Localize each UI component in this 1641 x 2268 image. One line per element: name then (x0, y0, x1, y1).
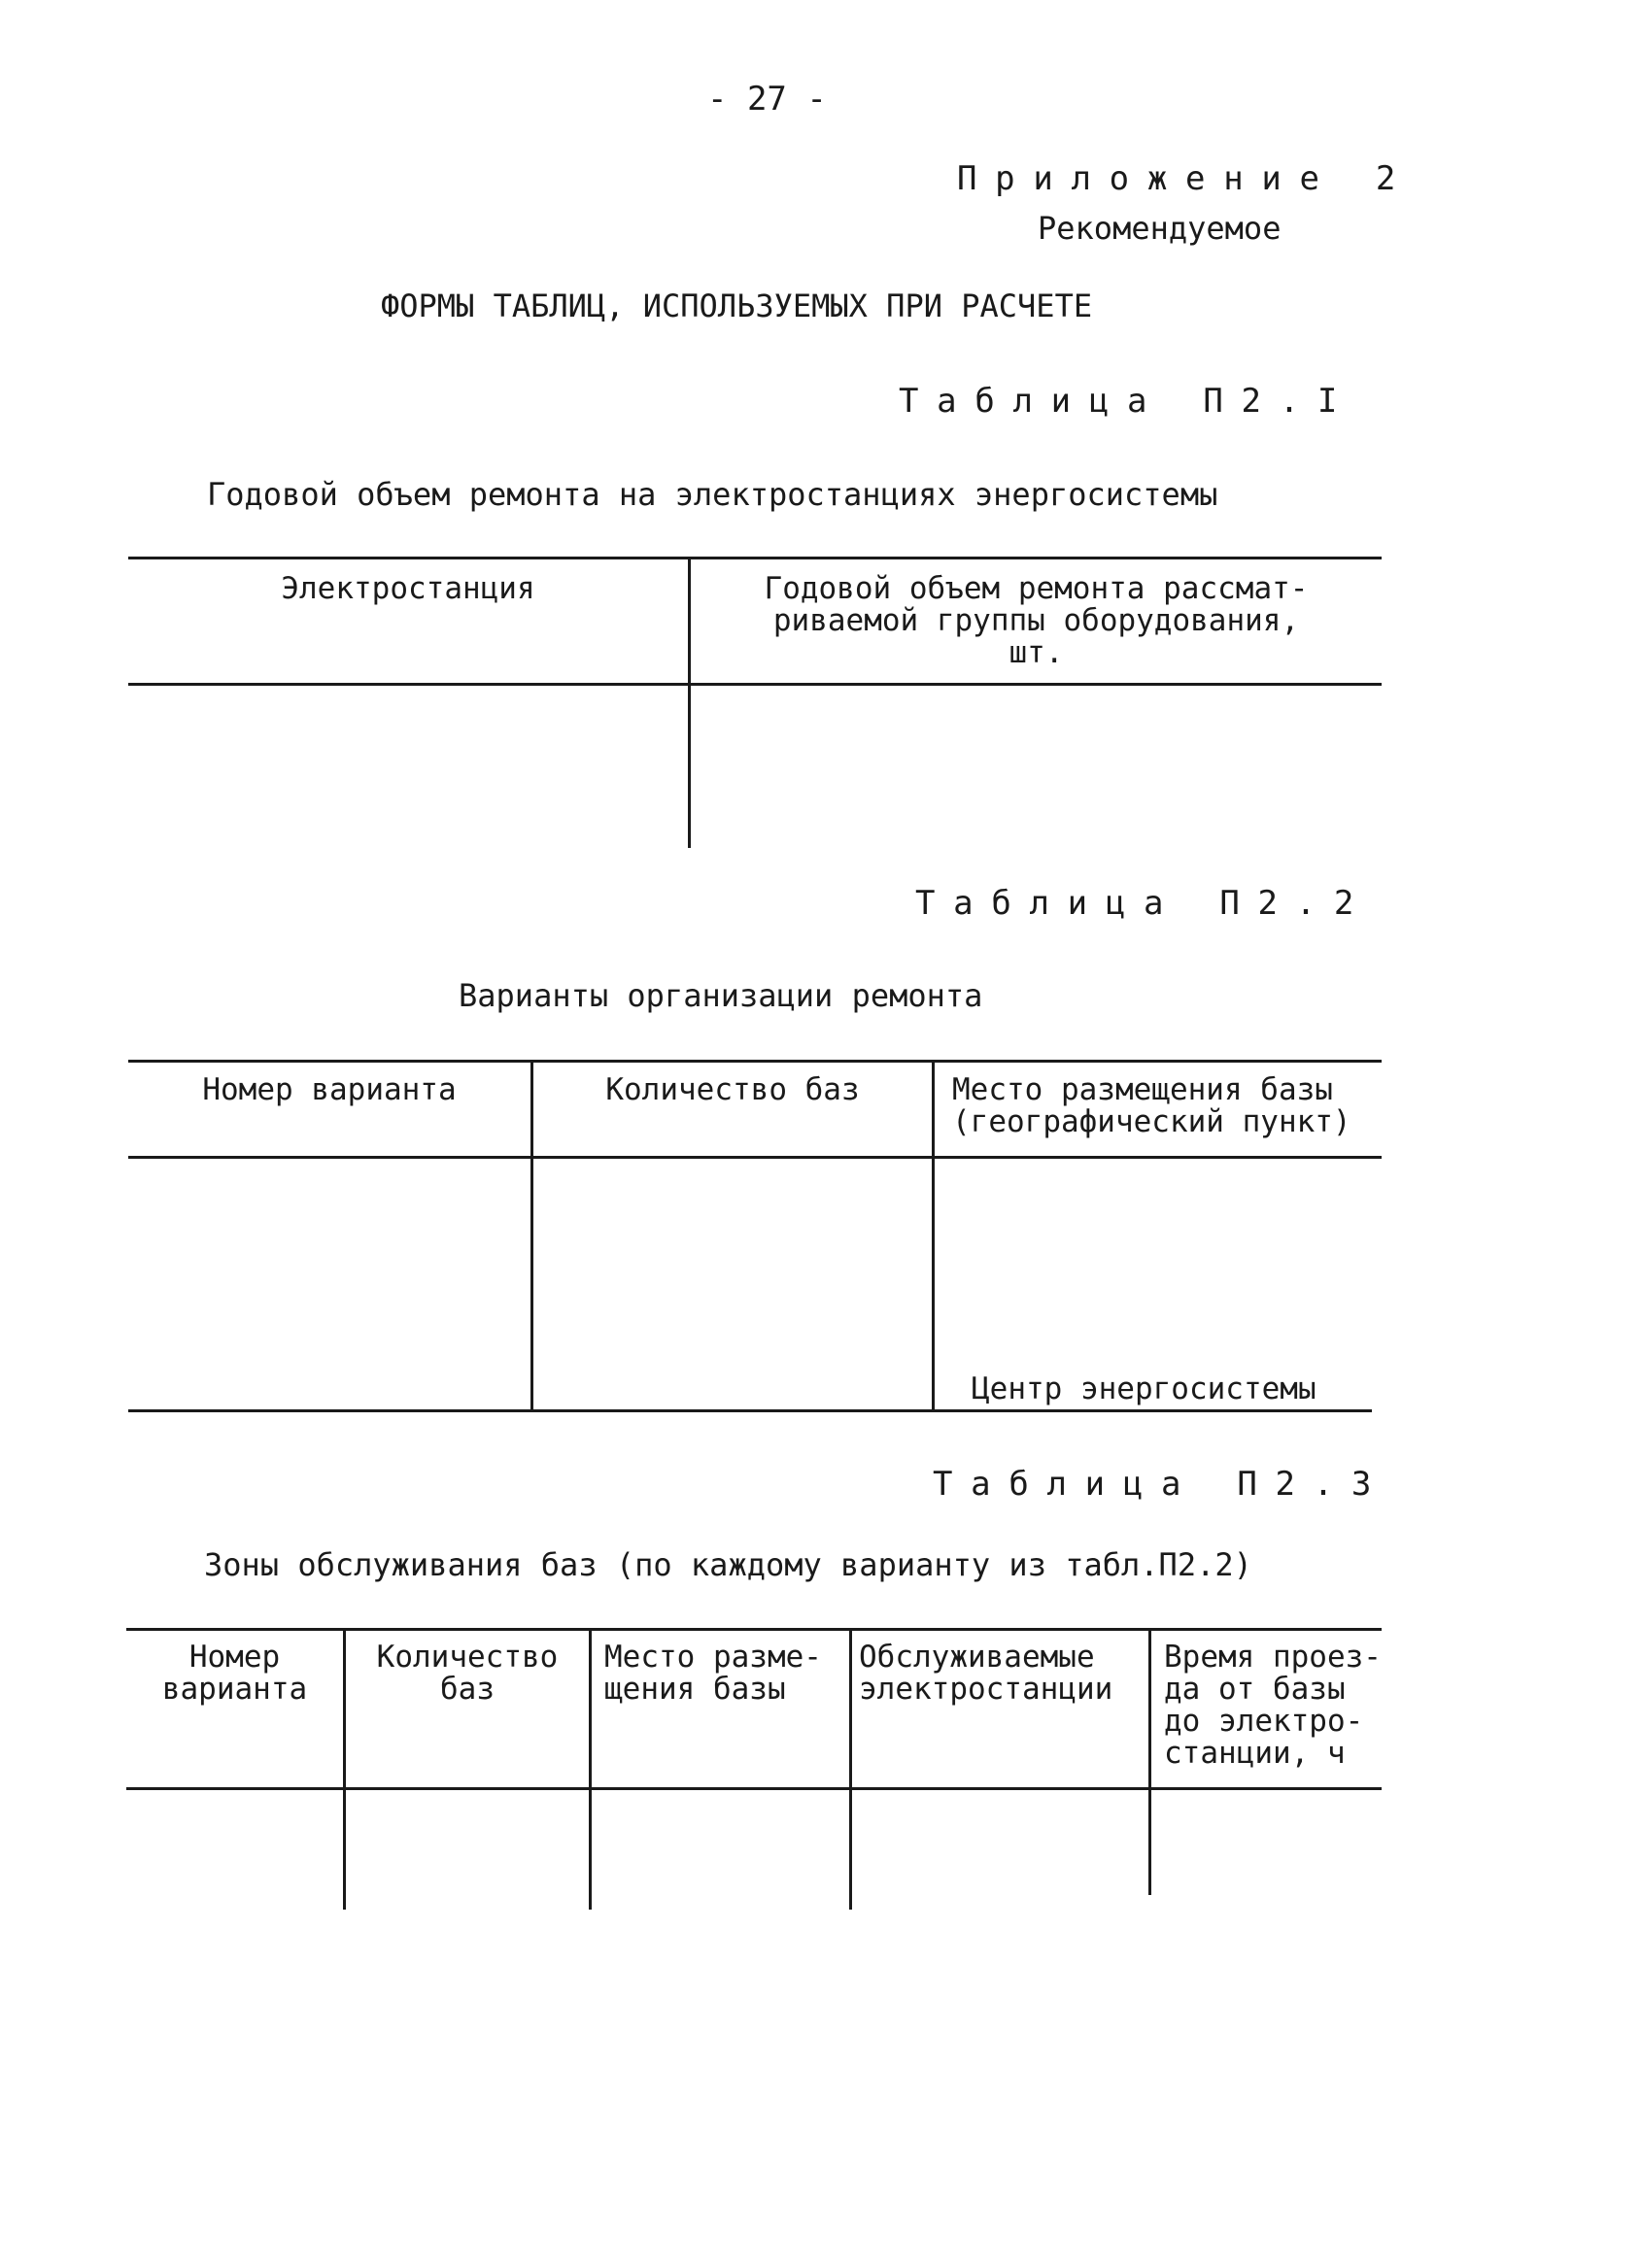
table2-cell-center: Центр энергосистемы (972, 1371, 1316, 1406)
table1-top-rule (128, 557, 1382, 559)
table3-divider-4 (1148, 1628, 1151, 1895)
appendix-subtitle: Рекомендуемое (1038, 210, 1282, 247)
table1-col-station: Электростанция (281, 571, 535, 606)
table1-caption: Годовой объем ремонта на электростанциях энергосистемы (207, 476, 1218, 513)
table3-col-stations: Обслуживаемые электростанции (859, 1640, 1113, 1707)
table2-top-rule (128, 1060, 1382, 1063)
main-heading: ФОРМЫ ТАБЛИЦ, ИСПОЛЬЗУЕМЫХ ПРИ РАСЧЕТЕ (381, 288, 1093, 324)
table3-top-rule (126, 1628, 1382, 1631)
table3-header-rule (126, 1787, 1382, 1790)
table3-divider-2 (589, 1628, 592, 1910)
table1-label: Таблица П2.I (899, 382, 1356, 421)
table3-col-travel-time: Время проез- да от базы до электро- станции, ч (1164, 1640, 1382, 1771)
table3-col-bases: Количество баз (376, 1640, 559, 1707)
table1-col-volume: Годовой объем ремонта рассмат- риваемой группы оборудования, шт. (764, 571, 1309, 670)
table1-header-rule (128, 683, 1382, 686)
table3-caption: Зоны обслуживания баз (по каждому варианту из табл.П2.2) (204, 1546, 1252, 1583)
table2-col-location: Место размещения базы (географический пункт) (952, 1072, 1351, 1139)
table2-caption: Варианты организации ремонта (459, 977, 983, 1014)
table2-header-rule (128, 1156, 1382, 1159)
table3-col-variant: Номер варианта (161, 1640, 308, 1707)
table3-divider-3 (849, 1628, 852, 1910)
table2-divider-1 (530, 1060, 533, 1411)
page-number: - 27 - (707, 80, 827, 118)
table2-divider-2 (932, 1060, 935, 1411)
table2-label: Таблица П2.2 (915, 884, 1373, 923)
appendix-title: Приложение 2 (957, 159, 1415, 198)
table2-col-bases: Количество баз (605, 1072, 860, 1107)
table3-label: Таблица П2.3 (933, 1465, 1390, 1504)
table2-bottom-rule (128, 1409, 1372, 1412)
table3-col-location: Место разме- щения базы (604, 1640, 822, 1707)
table2-col-variant: Номер варианта (202, 1072, 457, 1107)
